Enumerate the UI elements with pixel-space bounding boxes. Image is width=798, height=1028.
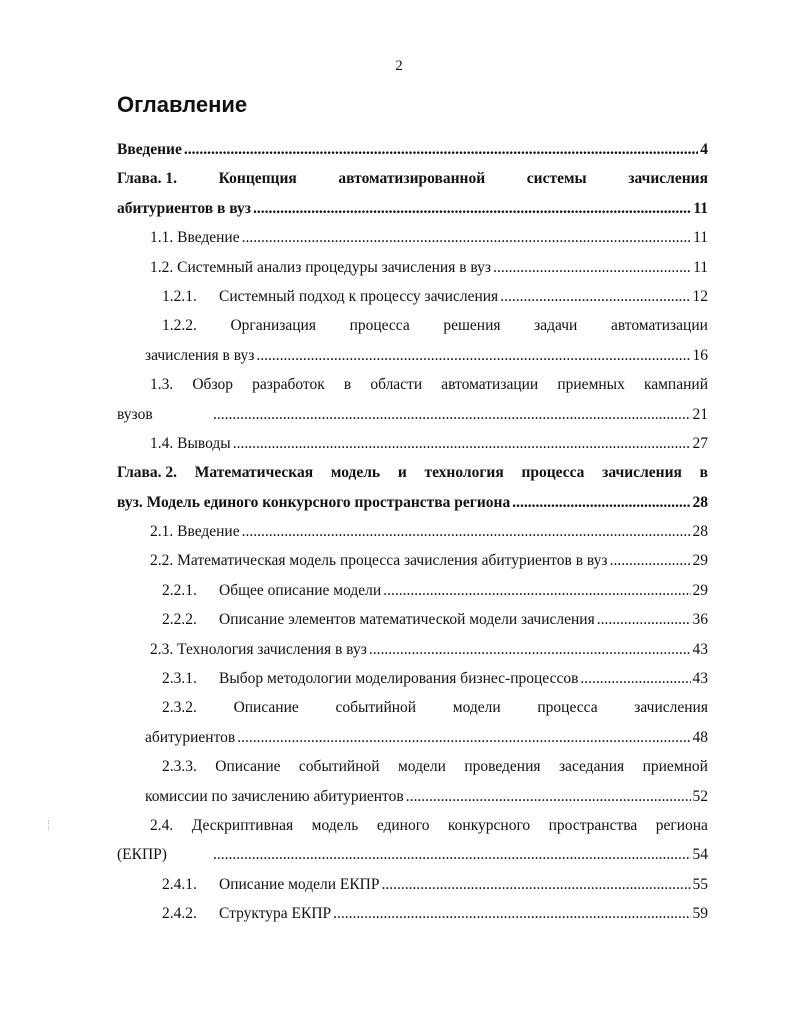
toc-entry-label: 2.1. Введение [150,523,240,541]
toc-entry-label: зачисления в вуз [145,346,255,364]
toc-page-number: 4 [700,141,708,158]
page-title: Оглавление [117,92,248,117]
toc-entry-number: 2.3.2. [162,699,197,717]
page-number: 2 [395,58,403,74]
toc-entry-number: 2.4.1. [162,875,197,893]
toc-word: Описание [233,699,299,717]
toc-entry-label: Структура ЕКПР [219,905,332,923]
toc-entry-1-2-2-cont[interactable] [117,341,708,370]
toc-word: модели [397,758,446,776]
toc-word: процесса [537,699,598,717]
toc-entry-1-2[interactable] [117,253,708,282]
toc-entry-2-3-2-cont[interactable] [117,723,708,752]
toc-word: Концепция [218,170,297,188]
toc-word: Глава. 1. [117,170,178,188]
toc-entry-label: 2.3. Технология зачисления в вуз [150,640,367,658]
dot-leader [383,576,690,605]
toc-entry-2-2-1[interactable] [117,576,708,605]
toc-word: в [699,464,708,482]
toc-entry-1-3-cont[interactable] [117,400,708,429]
toc-word: проведения [464,758,541,776]
dot-leader [580,664,690,693]
dot-leader [512,488,690,517]
dot-leader [369,635,691,664]
toc-page-number: 21 [692,405,708,423]
toc-entry-number: 2.4. [150,816,174,834]
toc-entry-number: 2.2.1. [162,581,197,599]
toc-word: региона [655,816,708,834]
dot-leader [237,723,690,752]
toc-word: заседания [558,758,625,776]
toc-entry-intro[interactable] [117,135,708,164]
toc-entry-label: вузов [117,405,153,423]
toc-word: процесса [521,464,585,482]
dot-leader [493,253,691,282]
table-of-contents [117,135,708,929]
toc-word: пространства [548,816,638,834]
toc-entry-2-3-3[interactable] [117,752,708,781]
toc-word: автоматизированной [338,170,486,188]
toc-word: приемных [557,376,625,394]
toc-entry-chapter-1[interactable] [117,164,708,193]
toc-word: Обзор [192,376,233,394]
dot-leader [381,870,690,899]
toc-word: системы [526,170,587,188]
dot-leader [333,899,690,928]
toc-word: разработок [252,376,325,394]
toc-entry-label: (ЕКПР) [117,846,167,864]
dot-leader [406,782,691,811]
toc-entry-2-1[interactable] [117,517,708,546]
toc-page-number: 11 [693,199,708,217]
toc-entry-label: абитуриентов в вуз [117,199,252,217]
dot-leader [242,223,691,252]
toc-word: модель [311,816,359,834]
toc-word: решения [443,317,501,335]
dot-leader [242,517,691,546]
toc-word: в [343,376,352,394]
toc-word: приемной [642,758,708,776]
toc-word: Дескриптивная [191,816,294,834]
toc-word: технология [424,464,504,482]
toc-entry-label: Описание модели ЕКПР [219,875,380,893]
toc-page-number: 59 [692,905,708,923]
toc-word: зачисления [634,699,708,717]
toc-entry-2-3[interactable] [117,635,708,664]
toc-entry-2-3-1[interactable] [117,664,708,693]
toc-page-number: 54 [692,846,708,864]
toc-page-number: 29 [692,581,708,599]
dot-leader [256,341,690,370]
toc-page-number: 52 [692,787,708,805]
toc-entry-label: Описание элементов математической модели зачисления [219,611,595,629]
toc-entry-2-4-1[interactable] [117,870,708,899]
toc-entry-1-1[interactable] [117,223,708,252]
toc-entry-2-3-2[interactable] [117,693,708,722]
toc-entry-label: 2.2. Математическая модель процесса зачисления абитуриентов в вуз [150,552,608,570]
dot-leader [184,135,698,164]
toc-word: и [397,464,407,482]
toc-page-number: 36 [692,611,708,629]
toc-word: событийной [335,699,417,717]
toc-entry-label: вуз. Модель единого конкурсного пространства региона [117,493,511,511]
toc-entry-label: 1.1. Введение [150,229,240,247]
toc-entry-1-4[interactable] [117,429,708,458]
toc-page-number: 16 [692,346,708,364]
toc-entry-1-2-2[interactable] [117,311,708,340]
toc-word: Глава. 2. [117,464,178,482]
toc-word: автоматизации [610,317,708,335]
toc-page-number: 12 [692,287,708,305]
toc-word: событийной [298,758,380,776]
dot-leader [253,194,691,223]
dot-leader [233,429,691,458]
dot-leader [610,546,691,575]
toc-page-number: 29 [692,552,708,570]
toc-entry-number: 2.3.3. [162,758,197,776]
toc-entry-2-4-2[interactable] [117,899,708,928]
toc-entry-label: Системный подход к процессу зачисления [219,287,499,305]
toc-entry-chapter-1-cont[interactable] [117,194,708,223]
toc-word: модель [330,464,381,482]
toc-entry-number: 1.2.2. [162,317,197,335]
toc-word: единого [376,816,430,834]
toc-entry-2-2[interactable] [117,546,708,575]
toc-page-number: 55 [692,875,708,893]
toc-page-number: 43 [692,670,708,688]
scan-artifact-mark [48,820,51,830]
toc-page-number: 28 [692,523,708,541]
toc-entry-number: 2.4.2. [162,905,197,923]
toc-entry-label: Общее описание модели [219,581,382,599]
toc-word: автоматизации [441,376,539,394]
toc-entry-2-2-2[interactable] [117,605,708,634]
toc-word: зачисления [628,170,708,188]
toc-page-number: 48 [692,728,708,746]
toc-word: процесса [349,317,410,335]
toc-entry-chapter-2-cont[interactable] [117,488,708,517]
toc-page-number: 27 [692,434,708,452]
toc-entry-2-4-cont[interactable] [117,840,708,869]
toc-word: модели [452,699,501,717]
toc-entry-label: Выбор методологии моделирования бизнес-процессов [219,670,579,688]
toc-entry-label: абитуриентов [145,728,236,746]
toc-page-number: 28 [692,493,708,511]
toc-entry-label: 1.4. Выводы [150,434,231,452]
toc-word: Математическая [194,464,314,482]
toc-page-number: 43 [692,640,708,658]
toc-word: Организация [230,317,316,335]
toc-page-number: 11 [693,229,708,247]
toc-entry-chapter-2[interactable] [117,458,708,487]
toc-word: задачи [534,317,578,335]
toc-entry-2-3-3-cont[interactable] [117,782,708,811]
toc-entry-2-4[interactable] [117,811,708,840]
toc-word: зачисления [602,464,682,482]
toc-entry-1-2-1[interactable] [117,282,708,311]
toc-entry-label: 1.2. Системный анализ процедуры зачисления в вуз [150,258,492,276]
dot-leader [597,605,691,634]
toc-entry-number: 1.3. [150,376,174,394]
toc-entry-label: комиссии по зачислению абитуриентов [145,787,404,805]
toc-word: кампаний [643,376,708,394]
dot-leader [213,400,691,429]
toc-entry-number: 2.2.2. [162,611,197,629]
dot-leader [213,840,691,869]
toc-word: конкурсного [447,816,531,834]
toc-entry-label: Введение [117,141,182,158]
toc-page-number: 11 [693,258,708,276]
dot-leader [500,282,690,311]
toc-entry-number: 2.3.1. [162,670,197,688]
toc-word: области [370,376,423,394]
toc-word: Описание [215,758,281,776]
toc-entry-number: 1.2.1. [162,287,197,305]
toc-entry-1-3[interactable] [117,370,708,399]
